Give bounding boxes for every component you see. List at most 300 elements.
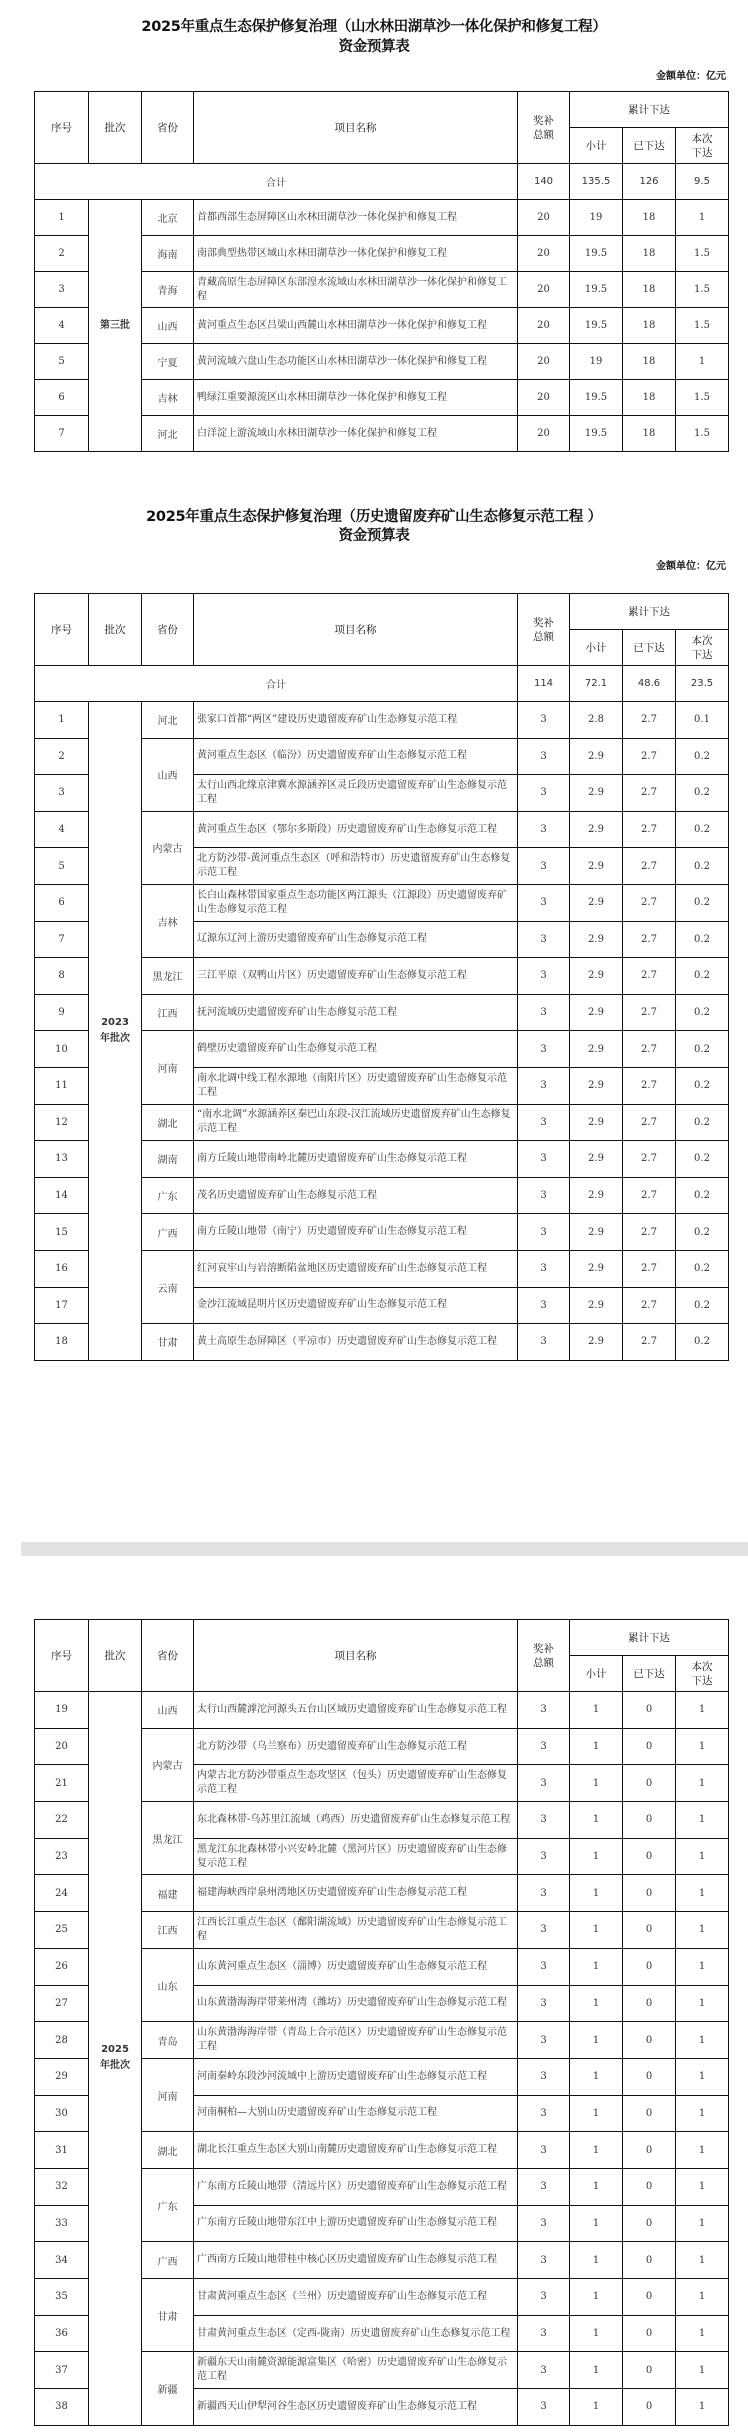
row-index: 13 [35,1141,89,1178]
project-name: 江西长江重点生态区（鄱阳湖流域）历史遗留废弃矿山生态修复示范工程 [194,1912,518,1949]
current-value: 1 [676,2205,729,2242]
total-award-value: 3 [518,884,570,921]
province-cell: 山东 [142,1948,194,2021]
project-name: 辽源东辽河上游历史遗留废弃矿山生态修复示范工程 [194,921,518,958]
row-index: 34 [35,2242,89,2279]
table1 [34,91,729,452]
project-name: 长白山森林带国家重点生态功能区两江源头（江源段）历史遗留废弃矿山生态修复示范工程 [194,884,518,921]
current-value: 1 [676,2095,729,2132]
province-cell: 内蒙古 [142,1728,194,1801]
issued-value: 0 [623,1838,676,1875]
table2-title: 2025年重点生态保护修复治理（历史遗留废弃矿山生态修复示范工程 ） [146,509,602,525]
issued-value: 2.7 [623,811,676,848]
page-divider [21,1542,748,1556]
row-index: 17 [35,1287,89,1324]
total-award-value: 3 [518,1802,570,1839]
subtotal-value: 2.9 [570,1214,623,1251]
header-province: 省份 [142,594,194,666]
province-cell: 湖南 [142,1141,194,1178]
subtotal-value: 2.9 [570,811,623,848]
row-index: 9 [35,994,89,1031]
row-index: 3 [35,775,89,812]
total-award-value: 20 [518,380,570,416]
total-subtotal: 72.1 [570,666,623,702]
issued-value: 0 [623,1912,676,1949]
total-award-value: 3 [518,1141,570,1178]
total-row [35,666,729,702]
row-index: 20 [35,1728,89,1765]
province-cell: 福建 [142,1875,194,1912]
header-batch: 批次 [89,594,142,666]
total-award-value: 3 [518,1838,570,1875]
subtotal-value: 2.9 [570,1287,623,1324]
current-value: 0.2 [676,1031,729,1068]
project-name: 河南秦岭东段沙河流域中上游历史遗留废弃矿山生态修复示范工程 [194,2058,518,2095]
project-name: 内蒙古北方防沙带重点生态攻坚区（包头）历史遗留废弃矿山生态修复示范工程 [194,1765,518,1802]
subtotal-value: 1 [570,2205,623,2242]
table2-unit-label: 金额单位：亿元 [656,561,726,572]
issued-value: 0 [623,2242,676,2279]
province-cell: 云南 [142,1250,194,1323]
province-cell: 甘肃 [142,1324,194,1361]
project-name: 黄河重点生态区（临汾）历史遗留废弃矿山生态修复示范工程 [194,738,518,775]
issued-value: 0 [623,2132,676,2169]
project-name: 东北森林带-乌苏里江流域（鸡西）历史遗留废弃矿山生态修复示范工程 [194,1802,518,1839]
project-name: 太行山西麓滹沱河源头五台山区域历史遗留废弃矿山生态修复示范工程 [194,1692,518,1729]
current-value: 0.2 [676,1214,729,1251]
province-cell: 湖北 [142,1104,194,1141]
issued-value: 0 [623,2022,676,2059]
subtotal-value: 2.9 [570,958,623,995]
project-name: 北方防沙带（乌兰察布）历史遗留废弃矿山生态修复示范工程 [194,1728,518,1765]
total-award-value: 3 [518,2315,570,2352]
total-issued: 48.6 [623,666,676,702]
subtotal-value: 2.9 [570,1141,623,1178]
subtotal-value: 1 [570,1875,623,1912]
row-index: 26 [35,1948,89,1985]
header-issued: 已下达 [623,630,676,666]
current-value: 1 [676,200,729,236]
row-index: 12 [35,1104,89,1141]
project-name: 白洋淀上游流域山水林田湖草沙一体化保护和修复工程 [194,416,518,452]
subtotal-value: 1 [570,2279,623,2316]
project-name: 太行山西北缘京津冀水源涵养区灵丘段历史遗留废弃矿山生态修复示范工程 [194,775,518,812]
issued-value: 0 [623,2095,676,2132]
current-value: 0.2 [676,1287,729,1324]
province-cell: 新疆 [142,2352,194,2425]
current-value: 0.2 [676,775,729,812]
current-value: 1 [676,1912,729,1949]
subtotal-value: 1 [570,2315,623,2352]
total-award-value: 3 [518,2058,570,2095]
project-name: 黄土高原生态屏障区（平凉市）历史遗留废弃矿山生态修复示范工程 [194,1324,518,1361]
total-award-value: 3 [518,1692,570,1729]
row-index: 6 [35,884,89,921]
row-index: 33 [35,2205,89,2242]
subtotal-value: 1 [570,1838,623,1875]
current-value: 1 [676,2058,729,2095]
current-value: 1 [676,2022,729,2059]
subtotal-value: 19 [570,200,623,236]
project-name: 红河哀牢山与岩溶断陷盆地区历史遗留废弃矿山生态修复示范工程 [194,1250,518,1287]
header-subtotal: 小计 [570,1656,623,1692]
row-index: 2 [35,236,89,272]
total-award-value: 3 [518,1104,570,1141]
total-award-value: 3 [518,994,570,1031]
issued-value: 2.7 [623,1324,676,1361]
header-province: 省份 [142,92,194,164]
issued-value: 0 [623,2279,676,2316]
total-award-value: 3 [518,1948,570,1985]
subtotal-value: 2.9 [570,775,623,812]
project-name: 河南桐柏—大别山历史遗留废弃矿山生态修复示范工程 [194,2095,518,2132]
row-index: 35 [35,2279,89,2316]
province-cell: 河北 [142,416,194,452]
header-batch: 批次 [89,1620,142,1692]
current-value: 0.2 [676,1250,729,1287]
total-award-value: 20 [518,416,570,452]
subtotal-value: 2.8 [570,702,623,739]
row-index: 15 [35,1214,89,1251]
current-value: 1.5 [676,416,729,452]
project-name: 湖北长江重点生态区大别山南麓历史遗留废弃矿山生态修复示范工程 [194,2132,518,2169]
issued-value: 2.7 [623,702,676,739]
row-index: 16 [35,1250,89,1287]
total-award-value: 20 [518,272,570,308]
province-cell: 北京 [142,200,194,236]
subtotal-value: 1 [570,2095,623,2132]
row-index: 8 [35,958,89,995]
subtotal-value: 2.9 [570,1324,623,1361]
province-cell: 吉林 [142,380,194,416]
issued-value: 0 [623,1692,676,1729]
subtotal-value: 2.9 [570,1250,623,1287]
issued-value: 18 [623,344,676,380]
project-name: 黄河流域六盘山生态功能区山水林田湖草沙一体化保护和修复工程 [194,344,518,380]
issued-value: 2.7 [623,958,676,995]
project-name: 南部典型热带区域山水林田湖草沙一体化保护和修复工程 [194,236,518,272]
project-name: 福建海峡西岸泉州湾地区历史遗留废弃矿山生态修复示范工程 [194,1875,518,1912]
issued-value: 2.7 [623,848,676,885]
issued-value: 2.7 [623,1214,676,1251]
batch-cell [89,200,142,452]
total-award-value: 3 [518,2095,570,2132]
province-cell: 山西 [142,1692,194,1729]
header-total-award: 奖补总额 [518,92,570,164]
issued-value: 2.7 [623,1104,676,1141]
total-award-value: 3 [518,2205,570,2242]
subtotal-value: 19.5 [570,416,623,452]
row-index: 28 [35,2022,89,2059]
subtotal-value: 1 [570,2058,623,2095]
issued-value: 0 [623,1875,676,1912]
project-name: 黑龙江东北森林带小兴安岭北麓（黑河片区）历史遗留废弃矿山生态修复示范工程 [194,1838,518,1875]
issued-value: 0 [623,2058,676,2095]
current-value: 1 [676,2132,729,2169]
issued-value: 2.7 [623,1250,676,1287]
row-index: 1 [35,702,89,739]
issued-value: 0 [623,1985,676,2022]
total-award-value: 3 [518,1177,570,1214]
current-value: 1 [676,2315,729,2352]
table3 [34,1619,729,2426]
total-award-value: 3 [518,2279,570,2316]
header-total-award: 奖补总额 [518,594,570,666]
issued-value: 0 [623,2352,676,2389]
province-cell: 海南 [142,236,194,272]
project-name: 南方丘陵山地带南岭北麓历史遗留废弃矿山生态修复示范工程 [194,1141,518,1178]
current-value: 1.5 [676,308,729,344]
row-index: 29 [35,2058,89,2095]
current-value: 1 [676,1728,729,1765]
current-value: 0.2 [676,958,729,995]
issued-value: 2.7 [623,884,676,921]
subtotal-value: 1 [570,2389,623,2426]
header-cumulative: 累计下达 [570,1620,729,1656]
current-value: 1 [676,2242,729,2279]
issued-value: 0 [623,2389,676,2426]
header-province: 省份 [142,1620,194,1692]
total-current: 23.5 [676,666,729,702]
issued-value: 2.7 [623,1287,676,1324]
issued-value: 18 [623,380,676,416]
project-name: 广东南方丘陵山地带东江中上游历史遗留废弃矿山生态修复示范工程 [194,2205,518,2242]
current-value: 0.2 [676,1067,729,1104]
current-value: 1 [676,2389,729,2426]
subtotal-value: 1 [570,1692,623,1729]
subtotal-value: 2.9 [570,921,623,958]
batch-cell [89,702,142,1361]
header-index: 序号 [35,594,89,666]
issued-value: 2.7 [623,921,676,958]
total-award-value: 3 [518,2352,570,2389]
row-index: 30 [35,2095,89,2132]
subtotal-value: 19.5 [570,236,623,272]
total-award-value: 20 [518,200,570,236]
subtotal-value: 1 [570,1802,623,1839]
header-current: 本次下达 [676,128,729,164]
subtotal-value: 2.9 [570,1177,623,1214]
issued-value: 18 [623,308,676,344]
project-name: 山东黄渤海海岸带（青岛上合示范区）历史遗留废弃矿山生态修复示范工程 [194,2022,518,2059]
total-award-value: 3 [518,2389,570,2426]
province-cell: 内蒙古 [142,811,194,884]
province-cell: 黑龙江 [142,958,194,995]
subtotal-value: 1 [570,1985,623,2022]
issued-value: 0 [623,1728,676,1765]
current-value: 0.2 [676,994,729,1031]
issued-value: 0 [623,1765,676,1802]
header-current: 本次下达 [676,630,729,666]
row-index: 24 [35,1875,89,1912]
project-name: 新疆东天山南麓资源能源富集区（哈密）历史遗留废弃矿山生态修复示范工程 [194,2352,518,2389]
row-index: 32 [35,2168,89,2205]
project-name: 山东黄渤海海岸带莱州湾（潍坊）历史遗留废弃矿山生态修复示范工程 [194,1985,518,2022]
batch-label: 2023年批次 [100,1016,130,1044]
current-value: 0.2 [676,921,729,958]
table-row [35,1692,729,1729]
total-award-value: 3 [518,2242,570,2279]
row-index: 18 [35,1324,89,1361]
project-name: 黄河重点生态区（鄂尔多斯段）历史遗留废弃矿山生态修复示范工程 [194,811,518,848]
issued-value: 18 [623,200,676,236]
current-value: 1 [676,1838,729,1875]
row-index: 1 [35,200,89,236]
issued-value: 2.7 [623,1031,676,1068]
current-value: 1 [676,2279,729,2316]
total-award-value: 3 [518,1324,570,1361]
province-cell: 黑龙江 [142,1802,194,1875]
subtotal-value: 1 [570,2022,623,2059]
project-name: 鸭绿江重要源流区山水林田湖草沙一体化保护和修复工程 [194,380,518,416]
subtotal-value: 2.9 [570,738,623,775]
header-current: 本次下达 [676,1656,729,1692]
table1-subtitle: 资金预算表 [338,39,410,55]
row-index: 38 [35,2389,89,2426]
subtotal-value: 1 [570,2242,623,2279]
batch-label: 第三批 [100,319,130,331]
project-name: 甘肃黄河重点生态区（定西-陇南）历史遗留废弃矿山生态修复示范工程 [194,2315,518,2352]
table-row [35,702,729,739]
total-award-value: 3 [518,1728,570,1765]
project-name: 鹤壁历史遗留废弃矿山生态修复示范工程 [194,1031,518,1068]
issued-value: 2.7 [623,994,676,1031]
row-index: 14 [35,1177,89,1214]
province-cell: 山西 [142,308,194,344]
total-award-value: 20 [518,308,570,344]
total-award-value: 3 [518,1250,570,1287]
total-award-value: 3 [518,2168,570,2205]
total-award-value: 3 [518,2132,570,2169]
current-value: 1.5 [676,380,729,416]
total-award-value: 20 [518,344,570,380]
province-cell: 广东 [142,2168,194,2241]
current-value: 1 [676,1802,729,1839]
header-project-name: 项目名称 [194,92,518,164]
table2 [34,593,729,1361]
province-cell: 吉林 [142,884,194,957]
row-index: 7 [35,921,89,958]
header-index: 序号 [35,92,89,164]
total-award-value: 3 [518,1985,570,2022]
subtotal-value: 1 [570,2168,623,2205]
issued-value: 2.7 [623,1067,676,1104]
row-index: 37 [35,2352,89,2389]
current-value: 0.2 [676,738,729,775]
total-award-value: 3 [518,702,570,739]
row-index: 22 [35,1802,89,1839]
province-cell: 广东 [142,1177,194,1214]
subtotal-value: 19.5 [570,308,623,344]
subtotal-value: 1 [570,1765,623,1802]
subtotal-value: 2.9 [570,1031,623,1068]
total-award-value: 3 [518,1765,570,1802]
province-cell: 河南 [142,2058,194,2131]
project-name: 广东南方丘陵山地带（清远片区）历史遗留废弃矿山生态修复示范工程 [194,2168,518,2205]
header-issued: 已下达 [623,1656,676,1692]
project-name: 南水北调中线工程水源地（南阳片区）历史遗留废弃矿山生态修复示范工程 [194,1067,518,1104]
total-award-value: 3 [518,775,570,812]
issued-value: 2.7 [623,738,676,775]
project-name: 黄河重点生态区吕梁山西麓山水林田湖草沙一体化保护和修复工程 [194,308,518,344]
header-index: 序号 [35,1620,89,1692]
issued-value: 0 [623,1948,676,1985]
current-value: 0.1 [676,702,729,739]
subtotal-value: 19.5 [570,272,623,308]
current-value: 1 [676,1875,729,1912]
row-index: 5 [35,848,89,885]
row-index: 11 [35,1067,89,1104]
header-subtotal: 小计 [570,128,623,164]
province-cell: 河北 [142,702,194,739]
current-value: 1.5 [676,272,729,308]
table2-subtitle: 资金预算表 [338,528,410,544]
project-name: 金沙江流域昆明片区历史遗留废弃矿山生态修复示范工程 [194,1287,518,1324]
header-total-award: 奖补总额 [518,1620,570,1692]
current-value: 1 [676,344,729,380]
issued-value: 18 [623,416,676,452]
total-award-value: 3 [518,848,570,885]
total-award: 140 [518,164,570,200]
total-award-value: 20 [518,236,570,272]
current-value: 0.2 [676,1324,729,1361]
total-award: 114 [518,666,570,702]
batch-cell [89,1692,142,2426]
project-name: 茂名历史遗留废弃矿山生态修复示范工程 [194,1177,518,1214]
total-award-value: 3 [518,2022,570,2059]
province-cell: 广西 [142,1214,194,1251]
issued-value: 0 [623,2205,676,2242]
issued-value: 2.7 [623,1141,676,1178]
project-name: 青藏高原生态屏障区东部湟水流域山水林田湖草沙一体化保护和修复工程 [194,272,518,308]
table-row [35,200,729,236]
current-value: 1 [676,1985,729,2022]
province-cell: 广西 [142,2242,194,2279]
subtotal-value: 19.5 [570,380,623,416]
subtotal-value: 19 [570,344,623,380]
total-label: 合计 [35,164,518,200]
total-award-value: 3 [518,1287,570,1324]
row-index: 25 [35,1912,89,1949]
project-name: 首都西部生态屏障区山水林田湖草沙一体化保护和修复工程 [194,200,518,236]
current-value: 1 [676,1765,729,1802]
subtotal-value: 2.9 [570,884,623,921]
province-cell: 青海 [142,272,194,308]
total-subtotal: 135.5 [570,164,623,200]
project-name: 新疆西天山伊犁河谷生态区历史遗留废弃矿山生态修复示范工程 [194,2389,518,2426]
project-name: 广西南方丘陵山地带桂中核心区历史遗留废弃矿山生态修复示范工程 [194,2242,518,2279]
row-index: 36 [35,2315,89,2352]
project-name: 三江平原（双鸭山片区）历史遗留废弃矿山生态修复示范工程 [194,958,518,995]
issued-value: 18 [623,272,676,308]
total-award-value: 3 [518,1214,570,1251]
subtotal-value: 1 [570,2352,623,2389]
province-cell: 青岛 [142,2022,194,2059]
header-subtotal: 小计 [570,630,623,666]
current-value: 1 [676,1948,729,1985]
row-index: 4 [35,811,89,848]
project-name: 北方防沙带-黄河重点生态区（呼和浩特市）历史遗留废弃矿山生态修复示范工程 [194,848,518,885]
row-index: 21 [35,1765,89,1802]
current-value: 0.2 [676,1177,729,1214]
row-index: 31 [35,2132,89,2169]
table1-title: 2025年重点生态保护修复治理（山水林田湖草沙一体化保护和修复工程） [141,19,607,35]
total-award-value: 3 [518,921,570,958]
current-value: 0.2 [676,1141,729,1178]
row-index: 27 [35,1985,89,2022]
header-project-name: 项目名称 [194,1620,518,1692]
header-issued: 已下达 [623,128,676,164]
